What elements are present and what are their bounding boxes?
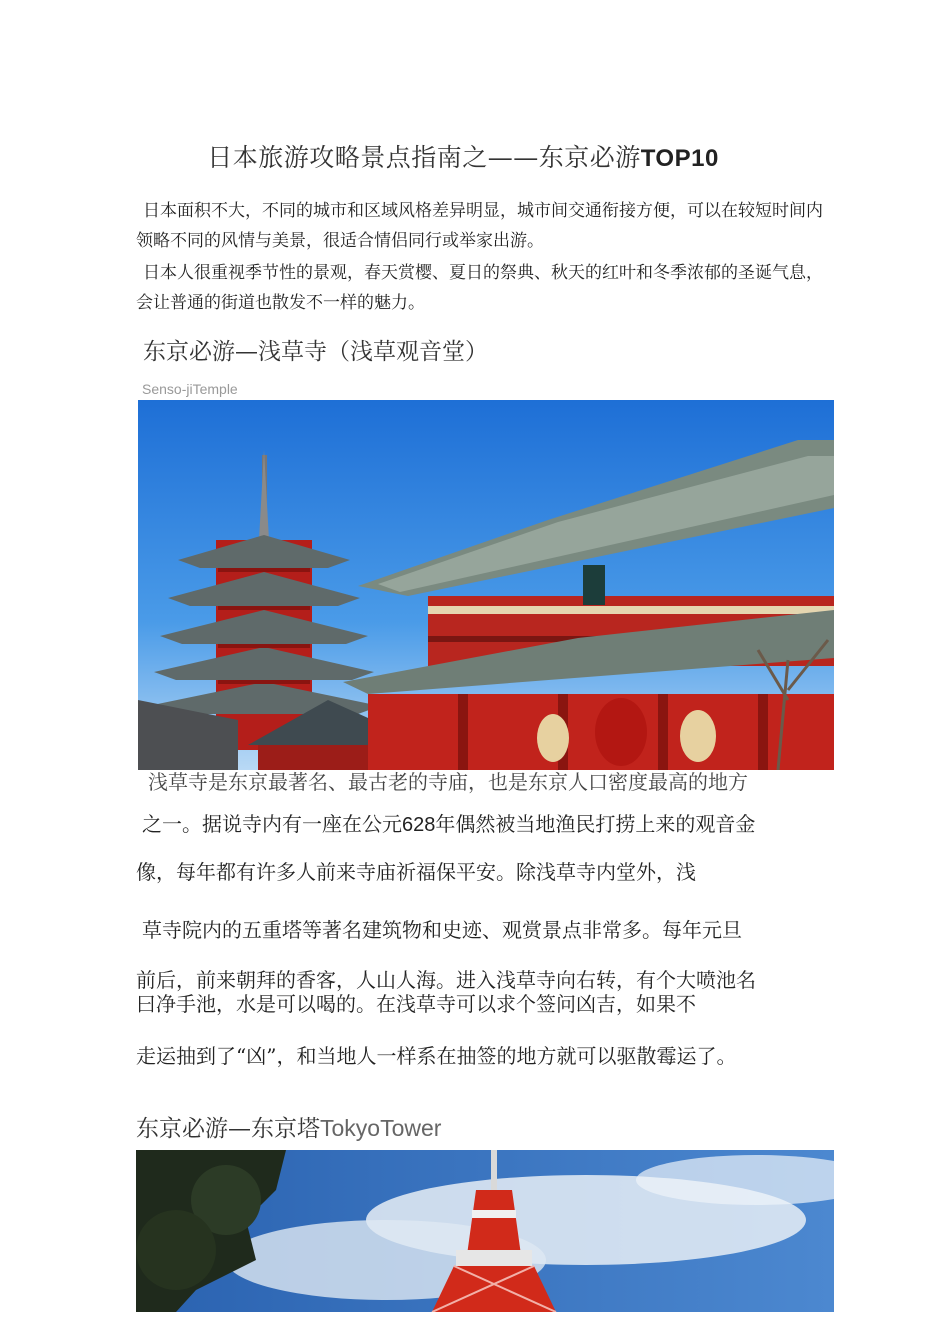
photo-caption: Senso-jiTemple [142,381,238,397]
sensoji-temple-photo [138,400,834,770]
tokyo-tower-photo [136,1150,834,1312]
sensoji-temple-illustration [138,400,834,770]
sensoji-line-2a: 之一。据说寺内有一座在公元 [142,812,402,836]
sensoji-line-1: 浅草寺是东京最著名、最古老的寺庙，也是东京人口密度最高的地方 [148,770,748,794]
sensoji-line-7: 走运抽到了“凶”，和当地人一样系在抽签的地方就可以驱散霉运了。 [136,1044,737,1068]
sensoji-line-2b: 年偶然被当地渔民打捞上来的观音金 [435,812,756,836]
intro-paragraph-1: 日本面积不大，不同的城市和区域风格差异明显，城市间交通衔接方便，可以在较短时间内领略不同的风情与美景，很适合情侣同行或举家出游。 [136,201,823,251]
sensoji-line-2 [142,808,755,837]
sensoji-year: 628 [402,814,436,836]
tokyo-tower-illustration [136,1150,834,1312]
sensoji-line-6: 曰净手池，水是可以喝的。在浅草寺可以求个签问凶吉，如果不 [136,992,696,1016]
section-heading-sensoji: 东京必游—浅草寺（浅草观音堂） [143,339,488,365]
title-zh: 日本旅游攻略景点指南之——东京必游 [207,143,641,172]
title-en: TOP10 [640,145,719,172]
sensoji-line-4: 草寺院内的五重塔等著名建筑物和史迹、观赏景点非常多。每年元旦 [142,918,742,942]
page-title [0,138,926,174]
section2-heading-en: TokyoTower [320,1115,442,1141]
sensoji-line-3: 像，每年都有许多人前来寺庙祈福保平安。除浅草寺内堂外，浅 [136,860,696,884]
section-heading-tokyo-tower [136,1110,441,1143]
sensoji-line-5: 前后，前来朝拜的香客，人山人海。进入浅草寺向右转，有个大喷池名 [136,968,756,992]
intro-paragraph-2: 日本人很重视季节性的景观，春天赏樱、夏日的祭典、秋天的红叶和冬季浓郁的圣诞气息，会让普通的街道也散发不一样的魅力。 [136,263,823,313]
section2-heading-zh: 东京必游—东京塔 [136,1116,320,1142]
